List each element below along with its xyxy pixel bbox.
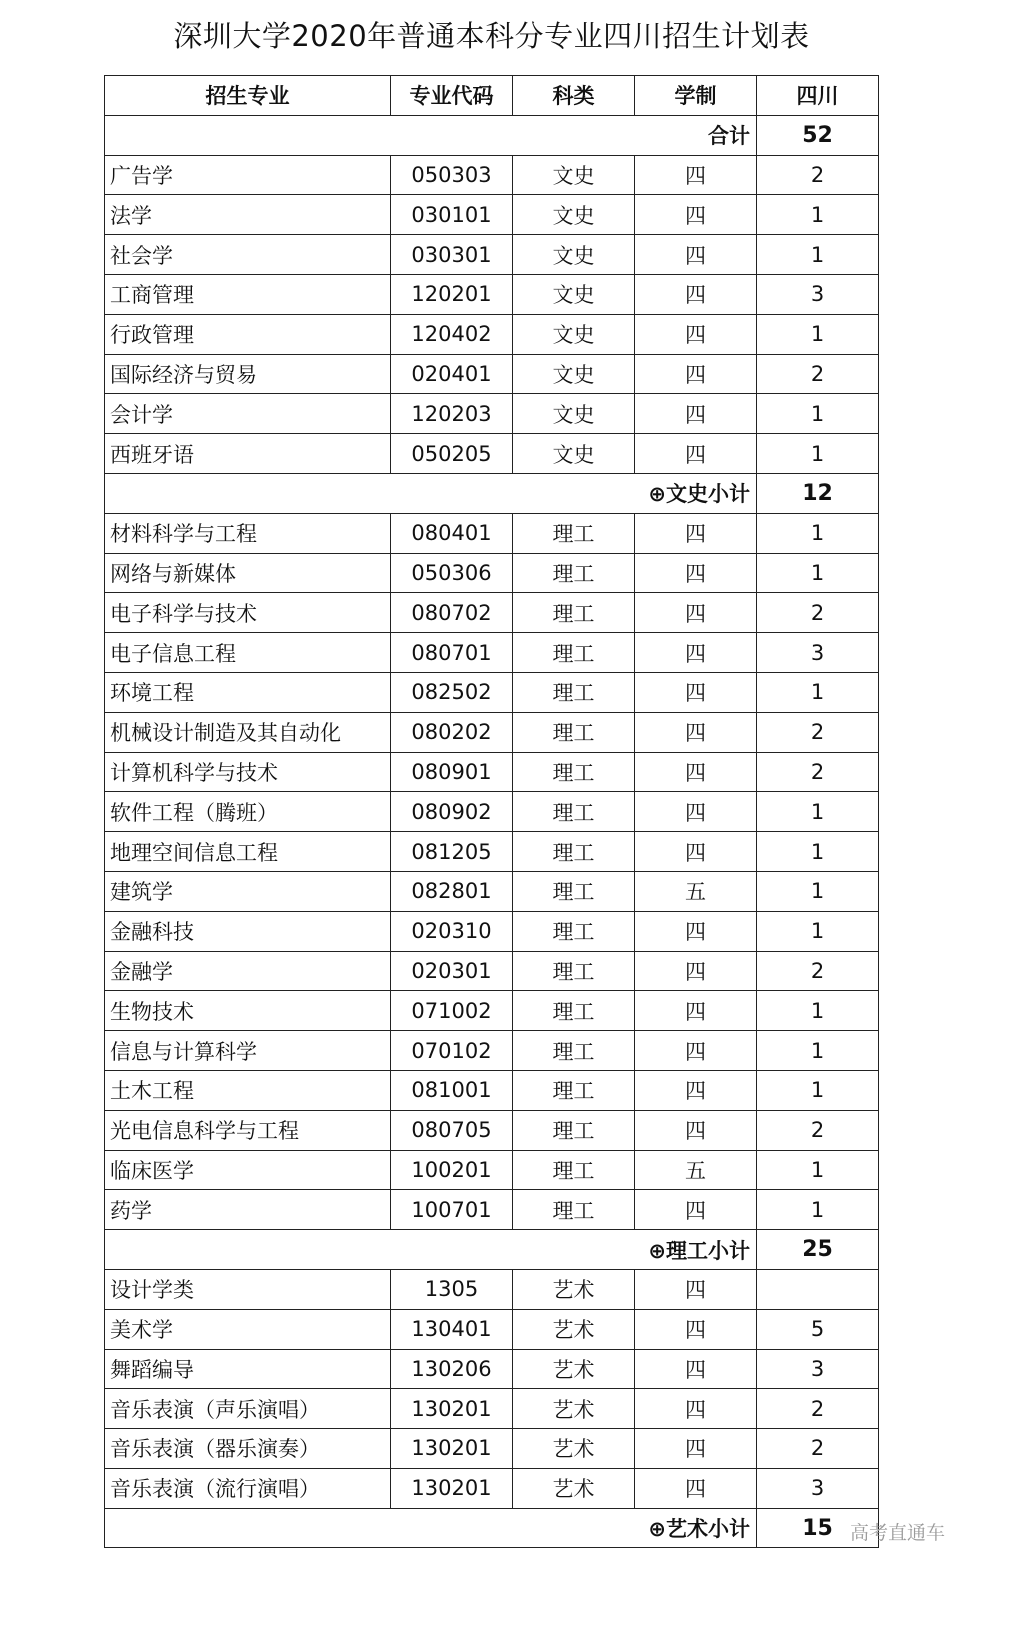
cell-category: 理工 — [513, 633, 635, 673]
cell-major: 音乐表演（声乐演唱） — [105, 1389, 391, 1429]
cell-quota: 1 — [757, 314, 879, 354]
table-row — [105, 354, 879, 394]
cell-major: 生物技术 — [105, 991, 391, 1031]
cell-duration: 四 — [635, 155, 757, 195]
cell-code: 120203 — [391, 394, 513, 434]
table-row — [105, 951, 879, 991]
subtotal-value: 25 — [757, 1230, 879, 1270]
cell-duration: 四 — [635, 672, 757, 712]
cell-code: 120201 — [391, 274, 513, 314]
table-row — [105, 911, 879, 951]
table-row — [105, 1309, 879, 1349]
cell-code: 080705 — [391, 1110, 513, 1150]
subtotal-row — [105, 1508, 879, 1548]
total-label: 合计 — [105, 115, 757, 155]
cell-major: 药学 — [105, 1190, 391, 1230]
cell-category: 文史 — [513, 155, 635, 195]
cell-category: 理工 — [513, 991, 635, 1031]
cell-code: 020310 — [391, 911, 513, 951]
cell-code: 080401 — [391, 513, 513, 553]
cell-duration: 四 — [635, 1389, 757, 1429]
cell-duration: 四 — [635, 911, 757, 951]
cell-duration: 四 — [635, 513, 757, 553]
table-row — [105, 1070, 879, 1110]
cell-major: 电子信息工程 — [105, 633, 391, 673]
table-row — [105, 633, 879, 673]
cell-quota: 2 — [757, 712, 879, 752]
cell-duration: 四 — [635, 991, 757, 1031]
cell-major: 光电信息科学与工程 — [105, 1110, 391, 1150]
table-row — [105, 553, 879, 593]
cell-code: 071002 — [391, 991, 513, 1031]
cell-quota: 1 — [757, 1190, 879, 1230]
cell-major: 电子科学与技术 — [105, 593, 391, 633]
cell-quota: 1 — [757, 195, 879, 235]
subtotal-label: ⊕艺术小计 — [105, 1508, 757, 1548]
cell-code: 130201 — [391, 1389, 513, 1429]
cell-duration: 四 — [635, 553, 757, 593]
cell-code: 070102 — [391, 1031, 513, 1071]
subtotal-label: ⊕理工小计 — [105, 1230, 757, 1270]
cell-category: 理工 — [513, 672, 635, 712]
table-row — [105, 1031, 879, 1071]
cell-quota: 2 — [757, 951, 879, 991]
table-row — [105, 832, 879, 872]
cell-category: 文史 — [513, 195, 635, 235]
cell-category: 艺术 — [513, 1349, 635, 1389]
cell-quota — [757, 1269, 879, 1309]
cell-major: 网络与新媒体 — [105, 553, 391, 593]
cell-code: 050306 — [391, 553, 513, 593]
cell-code: 120402 — [391, 314, 513, 354]
subtotal-row — [105, 473, 879, 513]
cell-major: 地理空间信息工程 — [105, 832, 391, 872]
table-row — [105, 235, 879, 275]
cell-quota: 1 — [757, 553, 879, 593]
cell-duration: 四 — [635, 1429, 757, 1469]
cell-code: 130201 — [391, 1468, 513, 1508]
cell-duration: 四 — [635, 951, 757, 991]
cell-category: 理工 — [513, 871, 635, 911]
cell-major: 舞蹈编导 — [105, 1349, 391, 1389]
header-category: 科类 — [513, 76, 635, 116]
cell-code: 130206 — [391, 1349, 513, 1389]
table-row — [105, 1269, 879, 1309]
cell-quota: 1 — [757, 672, 879, 712]
cell-quota: 1 — [757, 832, 879, 872]
cell-duration: 四 — [635, 394, 757, 434]
cell-category: 文史 — [513, 394, 635, 434]
cell-quota: 2 — [757, 1389, 879, 1429]
cell-major: 金融学 — [105, 951, 391, 991]
cell-category: 理工 — [513, 752, 635, 792]
cell-code: 082502 — [391, 672, 513, 712]
cell-duration: 四 — [635, 1269, 757, 1309]
cell-code: 082801 — [391, 871, 513, 911]
enrollment-plan-table — [104, 75, 879, 1548]
cell-quota: 3 — [757, 1468, 879, 1508]
cell-category: 艺术 — [513, 1468, 635, 1508]
cell-category: 文史 — [513, 235, 635, 275]
cell-code: 020301 — [391, 951, 513, 991]
table-row — [105, 1150, 879, 1190]
cell-major: 金融科技 — [105, 911, 391, 951]
table-row — [105, 792, 879, 832]
cell-quota: 1 — [757, 991, 879, 1031]
table-row — [105, 712, 879, 752]
cell-major: 计算机科学与技术 — [105, 752, 391, 792]
cell-code: 050303 — [391, 155, 513, 195]
header-row — [105, 76, 879, 116]
cell-duration: 五 — [635, 1150, 757, 1190]
cell-duration: 四 — [635, 314, 757, 354]
cell-duration: 四 — [635, 434, 757, 474]
cell-category: 文史 — [513, 354, 635, 394]
cell-code: 100201 — [391, 1150, 513, 1190]
cell-major: 西班牙语 — [105, 434, 391, 474]
cell-category: 艺术 — [513, 1389, 635, 1429]
cell-category: 理工 — [513, 553, 635, 593]
cell-category: 理工 — [513, 1150, 635, 1190]
cell-code: 050205 — [391, 434, 513, 474]
cell-category: 理工 — [513, 1190, 635, 1230]
table-row — [105, 394, 879, 434]
cell-category: 理工 — [513, 1031, 635, 1071]
cell-quota: 1 — [757, 235, 879, 275]
cell-major: 美术学 — [105, 1309, 391, 1349]
cell-quota: 3 — [757, 633, 879, 673]
cell-code: 080701 — [391, 633, 513, 673]
cell-code: 130201 — [391, 1429, 513, 1469]
cell-code: 080901 — [391, 752, 513, 792]
table-row — [105, 593, 879, 633]
cell-quota: 1 — [757, 871, 879, 911]
cell-category: 文史 — [513, 314, 635, 354]
cell-quota: 1 — [757, 1070, 879, 1110]
table-row — [105, 1190, 879, 1230]
cell-code: 030101 — [391, 195, 513, 235]
cell-duration: 四 — [635, 1190, 757, 1230]
cell-duration: 四 — [635, 235, 757, 275]
cell-quota: 1 — [757, 513, 879, 553]
cell-major: 临床医学 — [105, 1150, 391, 1190]
table-row — [105, 752, 879, 792]
cell-code: 080902 — [391, 792, 513, 832]
page-title: 深圳大学2020年普通本科分专业四川招生计划表 — [173, 19, 810, 53]
table-row — [105, 1468, 879, 1508]
cell-duration: 四 — [635, 1349, 757, 1389]
cell-duration: 四 — [635, 832, 757, 872]
cell-duration: 五 — [635, 871, 757, 911]
cell-major: 机械设计制造及其自动化 — [105, 712, 391, 752]
cell-category: 艺术 — [513, 1429, 635, 1469]
cell-duration: 四 — [635, 712, 757, 752]
cell-code: 080702 — [391, 593, 513, 633]
cell-code: 030301 — [391, 235, 513, 275]
table-row — [105, 1389, 879, 1429]
cell-quota: 1 — [757, 1150, 879, 1190]
cell-major: 国际经济与贸易 — [105, 354, 391, 394]
cell-quota: 1 — [757, 911, 879, 951]
cell-major: 行政管理 — [105, 314, 391, 354]
cell-category: 艺术 — [513, 1269, 635, 1309]
cell-duration: 四 — [635, 1110, 757, 1150]
cell-code: 020401 — [391, 354, 513, 394]
total-value: 52 — [757, 115, 879, 155]
cell-major: 信息与计算科学 — [105, 1031, 391, 1071]
cell-category: 理工 — [513, 593, 635, 633]
cell-quota: 1 — [757, 792, 879, 832]
cell-quota: 1 — [757, 1031, 879, 1071]
cell-quota: 2 — [757, 1429, 879, 1469]
cell-duration: 四 — [635, 1468, 757, 1508]
table-row — [105, 991, 879, 1031]
cell-major: 设计学类 — [105, 1269, 391, 1309]
cell-major: 材料科学与工程 — [105, 513, 391, 553]
cell-category: 文史 — [513, 434, 635, 474]
cell-category: 理工 — [513, 712, 635, 752]
cell-duration: 四 — [635, 1070, 757, 1110]
cell-duration: 四 — [635, 1309, 757, 1349]
cell-major: 工商管理 — [105, 274, 391, 314]
cell-category: 理工 — [513, 792, 635, 832]
cell-quota: 2 — [757, 354, 879, 394]
cell-quota: 2 — [757, 1110, 879, 1150]
cell-major: 广告学 — [105, 155, 391, 195]
cell-category: 文史 — [513, 274, 635, 314]
cell-major: 环境工程 — [105, 672, 391, 712]
subtotal-value: 15 — [757, 1508, 879, 1548]
table-row — [105, 672, 879, 712]
cell-quota: 5 — [757, 1309, 879, 1349]
cell-duration: 四 — [635, 354, 757, 394]
cell-code: 1305 — [391, 1269, 513, 1309]
cell-major: 音乐表演（器乐演奏） — [105, 1429, 391, 1469]
cell-duration: 四 — [635, 593, 757, 633]
cell-major: 社会学 — [105, 235, 391, 275]
cell-category: 理工 — [513, 513, 635, 553]
cell-major: 软件工程（腾班） — [105, 792, 391, 832]
cell-duration: 四 — [635, 195, 757, 235]
cell-code: 130401 — [391, 1309, 513, 1349]
cell-quota: 1 — [757, 434, 879, 474]
cell-code: 081205 — [391, 832, 513, 872]
cell-duration: 四 — [635, 633, 757, 673]
cell-duration: 四 — [635, 752, 757, 792]
subtotal-value: 12 — [757, 473, 879, 513]
cell-major: 建筑学 — [105, 871, 391, 911]
table-row — [105, 314, 879, 354]
cell-major: 会计学 — [105, 394, 391, 434]
cell-category: 理工 — [513, 951, 635, 991]
table-row — [105, 1110, 879, 1150]
total-row — [105, 115, 879, 155]
header-sichuan: 四川 — [757, 76, 879, 116]
cell-quota: 2 — [757, 155, 879, 195]
cell-quota: 3 — [757, 1349, 879, 1389]
table-row — [105, 195, 879, 235]
cell-quota: 3 — [757, 274, 879, 314]
table-row — [105, 1429, 879, 1469]
cell-major: 法学 — [105, 195, 391, 235]
cell-duration: 四 — [635, 1031, 757, 1071]
cell-duration: 四 — [635, 274, 757, 314]
cell-major: 音乐表演（流行演唱） — [105, 1468, 391, 1508]
table-row — [105, 1349, 879, 1389]
table-row — [105, 274, 879, 314]
table-row — [105, 155, 879, 195]
cell-code: 080202 — [391, 712, 513, 752]
table-row — [105, 513, 879, 553]
cell-code: 081001 — [391, 1070, 513, 1110]
cell-quota: 2 — [757, 593, 879, 633]
cell-category: 理工 — [513, 832, 635, 872]
header-major: 招生专业 — [105, 76, 391, 116]
table-row — [105, 871, 879, 911]
cell-quota: 1 — [757, 394, 879, 434]
cell-category: 艺术 — [513, 1309, 635, 1349]
cell-category: 理工 — [513, 1070, 635, 1110]
cell-code: 100701 — [391, 1190, 513, 1230]
cell-category: 理工 — [513, 911, 635, 951]
cell-category: 理工 — [513, 1110, 635, 1150]
subtotal-label: ⊕文史小计 — [105, 473, 757, 513]
watermark: 高考直通车 — [850, 1522, 946, 1544]
cell-major: 土木工程 — [105, 1070, 391, 1110]
subtotal-row — [105, 1230, 879, 1270]
header-duration: 学制 — [635, 76, 757, 116]
header-code: 专业代码 — [391, 76, 513, 116]
cell-quota: 2 — [757, 752, 879, 792]
table-row — [105, 434, 879, 474]
cell-duration: 四 — [635, 792, 757, 832]
